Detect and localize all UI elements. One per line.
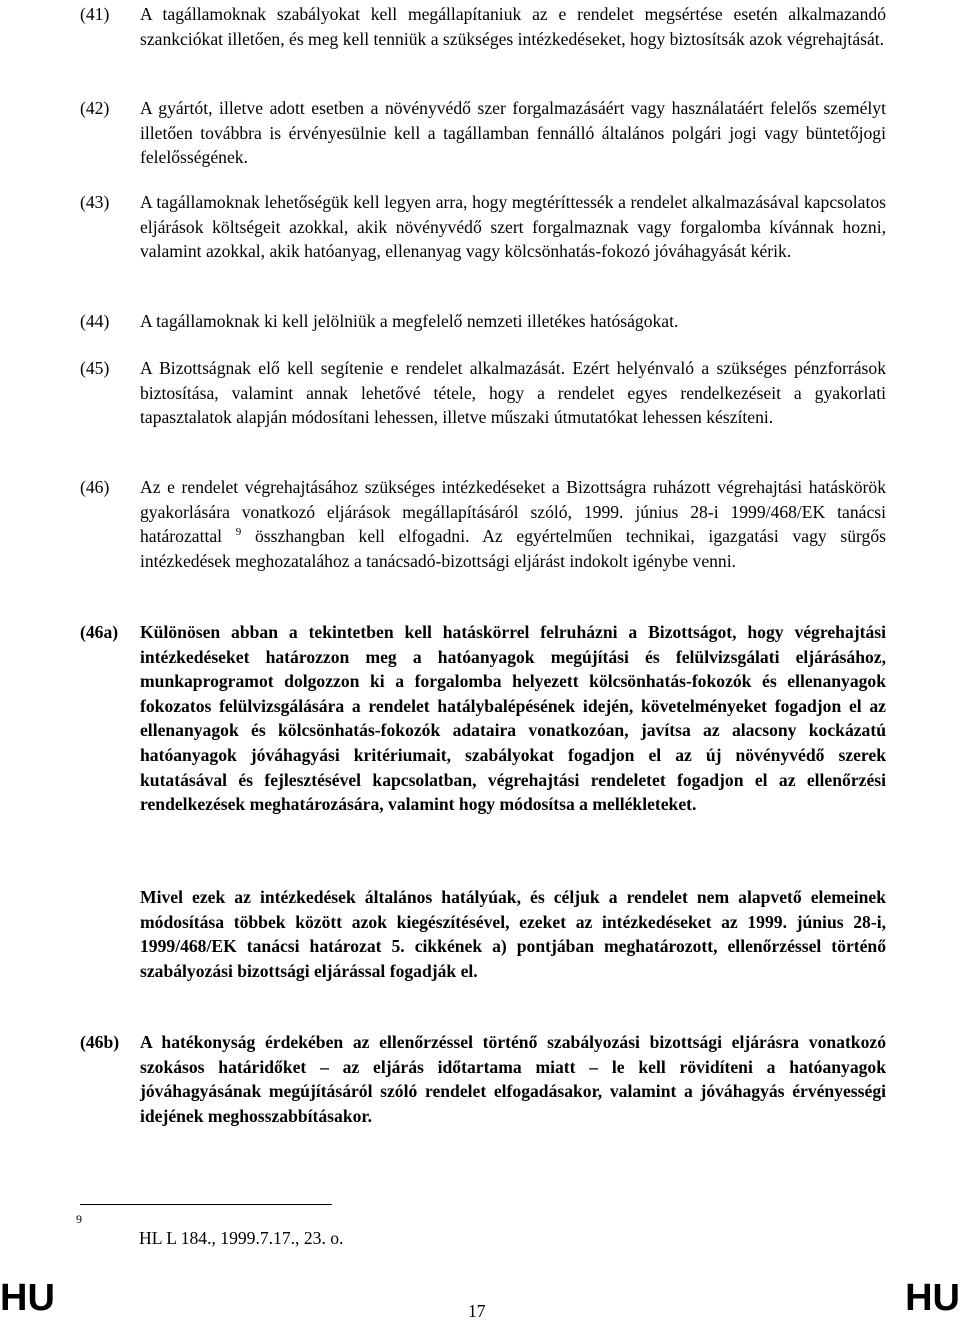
language-code-right: HU [905, 1277, 960, 1319]
recital-text [140, 475, 886, 573]
recital-number: (46a) [80, 622, 119, 642]
language-code-left: HU [0, 1277, 55, 1319]
footnote-reference: 9 [235, 526, 242, 539]
recital-text: A tagállamoknak ki kell jelölniük a megfelelő nemzeti illetékes hatóságokat. [140, 311, 679, 331]
footnote-number: 9 [76, 1212, 82, 1226]
footnote-separator [80, 1204, 332, 1205]
page-number: 17 [468, 1301, 486, 1321]
recital-number: (46b) [80, 1032, 120, 1052]
recital-text: A tagállamoknak szabályokat kell megállapítaniuk az e rendelet megsértése esetén alkalmazandó szankciókat illetően, és meg kell tenniük a szükséges intézkedéseket, hogy biztosítsák azok végrehajtását. [140, 4, 886, 49]
recital-text: Különösen abban a tekintetben kell hatáskörrel felruházni a Bizottságot, hogy végrehajtási intézkedéseket határozzon meg a hatóanyagok megújítási és felülvizsgálati eljárásához, munkaprogramot dolgozzon ki a forgalomba helyezett kölcsönhatás-fokozók és ellenanyagok fokozatos felülvizsgálására a rendelet hatálybalépésének idején, követelményeket fogadjon el az ellenanyagok és kölcsönhatás-fokozók adataira vonatkozóan, javítsa az alacsony kockázatú hatóanyagok jóváhagyási kritériumait, szabályokat fogadjon el az új növényvédő szerek kutatásával és fejlesztésével kapcsolatban, végrehajtási rendeletet fogadjon el az ellenőrzési rendelkezések meghatározására, valamint hogy módosítsa a mellékleteket. [140, 622, 886, 815]
recital-text: A hatékonyság érdekében az ellenőrzéssel történő szabályozási bizottsági eljárásra vonatkozó szokásos határidőket – az eljárás időtartama miatt – le kell rövidíteni a hatóanyagok jóváhagyásának megújításáról szóló rendelet elfogadásakor, valamint a jóváhagyás érvényességi idejének meghosszabbításakor. [140, 1032, 886, 1126]
recital-text: A Bizottságnak elő kell segítenie e rendelet alkalmazását. Ezért helyénvaló a szükséges pénzforrások biztosítása, valamint annak lehetővé tétele, hogy a rendelet egyes rendelkezéseit a gyakorlati tapasztalatok alapján módosítani lehessen, illetve műszaki útmutatókat lehessen készíteni. [140, 358, 886, 428]
recital-text: A tagállamoknak lehetőségük kell legyen arra, hogy megtéríttessék a rendelet alkalmazásával kapcsolatos eljárások költségeit azokkal, akik növényvédő szert forgalmaznak vagy forgalomba kívánnak hozni, valamint azokkal, akik hatóanyag, ellenanyag vagy kölcsönhatás-fokozó jóváhagyását kérik. [140, 192, 886, 262]
recital-text: A gyártót, illetve adott esetben a növényvédő szer forgalmazásáért vagy használatáért felelős személyt illetően továbbra is érvényesülnie kell a tagállamban fennálló általános polgári jogi vagy büntetőjogi felelősségének. [140, 98, 886, 168]
recital-number: (45) [80, 358, 110, 378]
recital-number: (44) [80, 311, 110, 331]
footnote-text: HL L 184., 1999.7.17., 23. o. [139, 1228, 344, 1248]
recital-text: Mivel ezek az intézkedések általános hatályúak, és céljuk a rendelet nem alapvető elemeinek módosítása többek között azok kiegészítésével, ezeket az intézkedéseket az 1999. június 28-i, 1999/468/EK tanácsi határozat 5. cikkének a) pontjában meghatározott, ellenőrzéssel történő szabályozási bizottsági eljárással fogadják el. [140, 887, 886, 981]
recital-text-part-b: összhangban kell elfogadni. Az egyértelműen technikai, igazgatási vagy sürgős intézkedések meghozatalához a tanácsadó-bizottsági eljárást indokolt igénybe venni. [140, 526, 886, 571]
recital-number: (42) [80, 98, 110, 118]
recital-number: (46) [80, 477, 110, 497]
recital-number: (43) [80, 192, 110, 212]
recital-number: (41) [80, 4, 110, 24]
recital-text-part-a: Az e rendelet végrehajtásához szükséges intézkedéseket a Bizottságra ruházott végrehajtási hatáskörök gyakorlására vonatkozó eljárások megállapításáról szóló, 1999. június 28-i 1999/468/EK tanácsi határozattal [140, 477, 886, 547]
